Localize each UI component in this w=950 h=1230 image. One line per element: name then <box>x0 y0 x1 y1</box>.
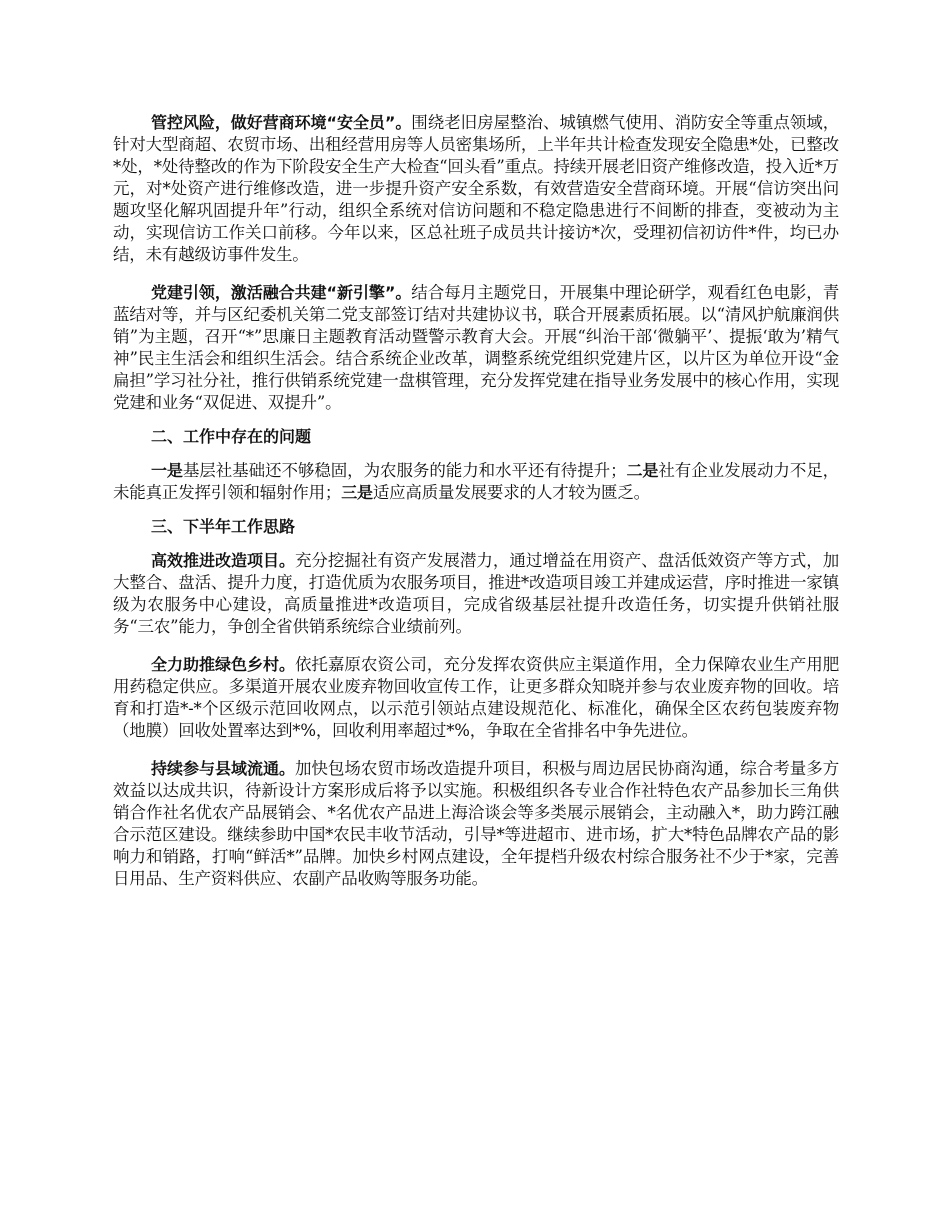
paragraph-renovation <box>113 550 839 638</box>
problem-text-1: 基层社基础还不够稳固，为农服务的能力和水平还有待提升； <box>182 461 627 480</box>
section-heading-plans: 三、下半年工作思路 <box>151 517 296 536</box>
problem-text-2: 社有企业发展动力不足，未能真正发挥引领和辐射作用； <box>113 461 839 502</box>
paragraph-text: 围绕老旧房屋整治、城镇燃气使用、消防安全等重点领域，针对大型商超、农贸市场、出租经营用房等人员密集场所，上半年共计检查发现安全隐患*处，已整改*处，*处待整改的作为下阶段安全生产大检查“回头看”重点。持续开展老旧资产维修改造，投入近*万元，对*处资产进行维修改造，进一步提升资产安全系数，有效营造安全营商环境。开展“信访突出问题攻坚化解巩固提升年”行动，组织全系统对信访问题和不稳定隐患进行不间断的排查，变被动为主动，实现信访工作关口前移。今年以来，区总社班子成员共计接访*次，受理初信初访件*件，均已办结，未有越级访事件发生。 <box>113 113 839 264</box>
paragraph-risk-control <box>113 112 839 266</box>
paragraph-lead: 管控风险，做好营商环境“安全员”。 <box>151 113 412 132</box>
problem-marker-3: 三是 <box>341 483 373 502</box>
paragraph-problems <box>113 460 839 504</box>
paragraph-county-circulation <box>113 758 839 890</box>
problem-marker-2: 二是 <box>626 461 659 480</box>
paragraph-lead: 持续参与县域流通。 <box>151 759 295 778</box>
paragraph-text: 依托嘉原农资公司，充分发挥农资供应主渠道作用，全力保障农业生产用肥用药稳定供应。多渠道开展农业废弃物回收宣传工作，让更多群众知晓并参与农业废弃物的回收。培育和打造*-*个区级示范回收网点，以示范引领站点建设规范化、标准化，确保全区农药包装废弃物（地膜）回收处置率达到*%，回收利用率超过*%，争取在全省排名中争先进位。 <box>113 655 839 740</box>
paragraph-lead: 高效推进改造项目。 <box>151 551 295 570</box>
paragraph-text: 加快包场农贸市场改造提升项目，积极与周边居民协商沟通，综合考量多方效益以达成共识，待新设计方案形成后将予以实施。积极组织各专业合作社特色农产品参加长三角供销合作社名优农产品展销会、*名优农产品进上海洽谈会等多类展示展销会，主动融入*，助力跨江融合示范区建设。继续参助中国*农民丰收节活动，引导*等进超市、进市场，扩大*特色品牌农产品的影响力和销路，打响“鲜活*”品牌。加快乡村网点建设，全年提档升级农村综合服务社不少于*家，完善日用品、生产资料供应、农副产品收购等服务功能。 <box>113 759 839 888</box>
document-body <box>113 112 839 906</box>
paragraph-lead: 党建引领，激活融合共建“新引擎”。 <box>151 283 412 302</box>
paragraph-text: 结合每月主题党日，开展集中理论研学，观看红色电影，青蓝结对等，并与区纪委机关第二党支部签订结对共建协议书，联合开展素质拓展。以“清风护航廉润供销”为主题，召开“*”思廉日主题教育活动暨警示教育大会。开展“纠治干部‘微躺平’、提振‘敢为’精气神”民主生活会和组织生活会。结合系统企业改革，调整系统党组织党建片区，以片区为单位开设“金扁担”学习社分社，推行供销系统党建一盘棋管理，充分发挥党建在指导业务发展中的核心作用，实现党建和业务“双促进、双提升”。 <box>113 283 839 412</box>
problem-marker-1: 一是 <box>151 461 183 480</box>
paragraph-lead: 全力助推绿色乡村。 <box>151 655 295 674</box>
paragraph-text: 充分挖掘社有资产发展潜力，通过增益在用资产、盘活低效资产等方式，加大整合、盘活、提升力度，打造优质为农服务项目，推进*改造项目竣工并建成运营，序时推进一家镇级为农服务中心建设，高质量推进*改造项目，完成省级基层社提升改造任务，切实提升供销社服务“三农”能力，争创全省供销系统综合业绩前列。 <box>113 551 839 636</box>
section-heading-problems: 二、工作中存在的问题 <box>151 427 312 446</box>
problem-text-3: 适应高质量发展要求的人才较为匮乏。 <box>372 483 650 502</box>
paragraph-green-village <box>113 654 839 742</box>
paragraph-party-building <box>113 282 839 414</box>
